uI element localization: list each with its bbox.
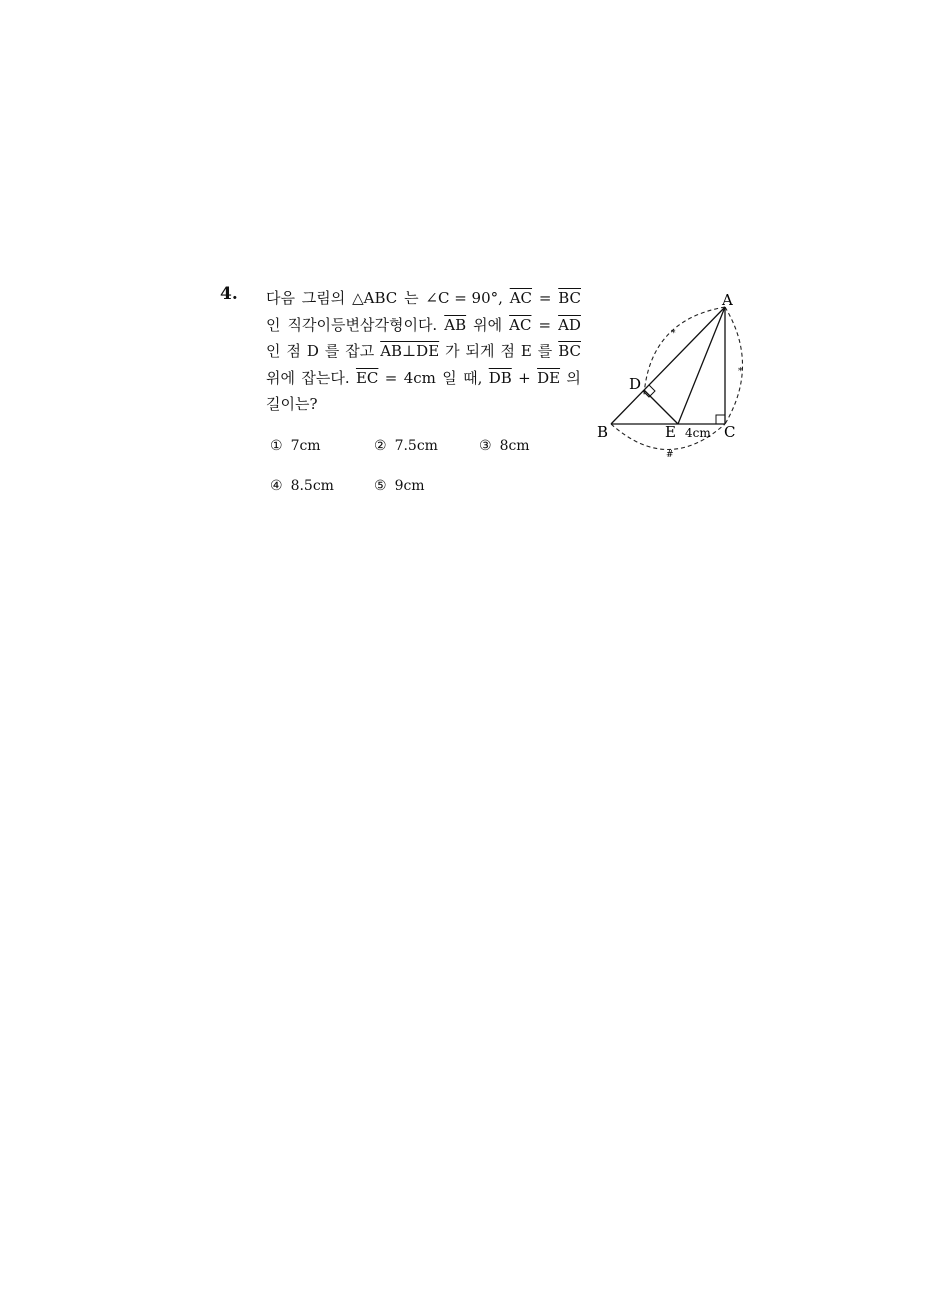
segment-ab: $\overline{AB}$ (444, 315, 467, 334)
segment-ec: $\overline{EC}$ (355, 368, 379, 387)
statement-line-1 (266, 285, 581, 312)
plus-sign: + (518, 368, 531, 387)
segment-ac: $\overline{AC}$ (509, 289, 533, 307)
statement-word: 점 (286, 342, 301, 360)
ec-length: 4cm (403, 368, 436, 387)
triangle-abc: △ABC (352, 289, 398, 307)
statement-word: 는 (404, 289, 419, 307)
label-b: B (597, 423, 609, 441)
label-e: E (665, 423, 676, 441)
problem-statement (266, 285, 581, 418)
statement-word: 위에 (473, 315, 503, 334)
choice-text: 8.5cm (290, 478, 334, 494)
statement-word: 다음 (266, 289, 295, 307)
statement-word: 되게 (465, 342, 495, 360)
choice-number: ④ (270, 478, 283, 494)
statement-word: 잡고 (345, 342, 375, 360)
equals-sign: = (538, 289, 552, 307)
choice-2[interactable] (374, 438, 438, 454)
choice-text: 8cm (499, 438, 530, 454)
statement-line-2 (266, 312, 581, 339)
statement-line-5 (266, 391, 581, 418)
choice-4[interactable] (270, 478, 334, 494)
segment-de (644, 390, 678, 424)
label-c: C (724, 423, 736, 441)
choice-3[interactable] (479, 438, 530, 454)
segment-ae (678, 307, 725, 424)
equals-sign: = (384, 368, 398, 387)
statement-line-4 (266, 365, 581, 392)
choice-text: 7cm (290, 438, 321, 454)
statement-word: 점 (500, 342, 515, 360)
statement-word: 가 (445, 342, 460, 360)
choice-number: ⑤ (374, 478, 387, 494)
statement-word: 를 (324, 342, 340, 360)
segment-ac: $\overline{AC}$ (509, 315, 532, 334)
point-e: E (520, 342, 532, 360)
choice-5[interactable] (374, 478, 425, 494)
segment-db: $\overline{DB}$ (488, 368, 512, 387)
statement-word: 그림의 (301, 289, 346, 307)
arc-ac (725, 307, 743, 424)
choice-number: ② (374, 438, 387, 454)
problem-number: 4. (220, 284, 238, 304)
choice-number: ① (270, 438, 283, 454)
statement-word: 때, (463, 368, 483, 387)
triangle-figure (590, 285, 760, 465)
choice-number: ③ (479, 438, 492, 454)
question-text: 길이는? (266, 395, 318, 413)
equal-mark-ad: * (671, 329, 676, 339)
perpendicular-condition: AB⊥DE (380, 342, 440, 360)
side-ab (611, 307, 725, 424)
angle-c-condition: ∠C = 90°, (425, 289, 503, 307)
ec-length-label: 4cm (685, 426, 711, 440)
statement-word: 잡는다. (301, 368, 350, 387)
choice-text: 9cm (394, 478, 425, 494)
label-d: D (629, 375, 642, 393)
statement-word: 인 (266, 315, 281, 334)
statement-word: 인 (266, 342, 281, 360)
statement-word: 를 (537, 342, 553, 360)
label-a: A (722, 291, 733, 309)
equals-sign: = (538, 315, 552, 334)
equal-mark-ac: * (738, 367, 743, 377)
segment-bc: $\overline{BC}$ (558, 289, 581, 307)
statement-word: 위에 (266, 368, 295, 387)
statement-word: 일 (442, 368, 457, 387)
segment-bc: $\overline{BC}$ (558, 342, 581, 360)
statement-word: 의 (566, 368, 581, 387)
choice-text: 7.5cm (394, 438, 438, 454)
equal-mark-bc: # (666, 450, 674, 460)
point-d: D (306, 342, 319, 360)
segment-ad: $\overline{AD}$ (558, 315, 581, 334)
segment-de: $\overline{DE}$ (537, 368, 561, 387)
choice-1[interactable] (270, 438, 321, 454)
statement-word: 직각이등변삼각형이다. (287, 315, 438, 334)
statement-line-3 (266, 338, 581, 365)
